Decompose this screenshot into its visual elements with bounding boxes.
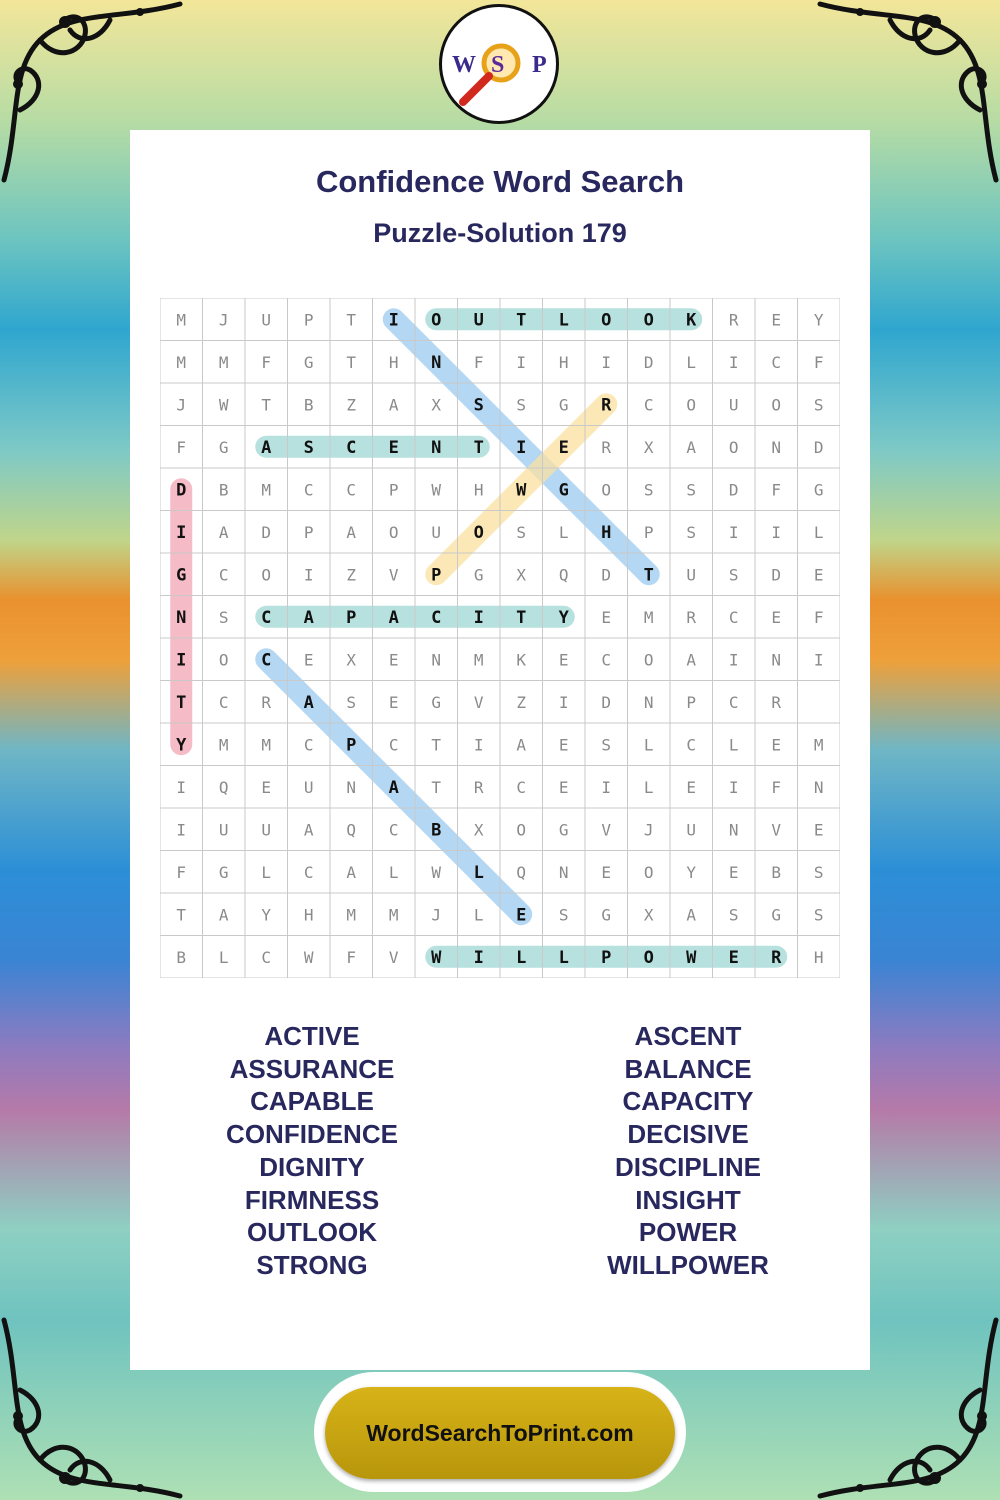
grid-letter-found: L [558,947,569,968]
grid-letter: L [643,777,654,797]
grid-letter: P [686,692,697,712]
grid-letter: S [558,905,569,925]
grid-letter: B [303,395,314,415]
grid-letter: M [813,735,824,755]
grid-letter: X [643,905,654,925]
grid-letter: S [813,905,824,925]
site-link-button[interactable]: WordSearchToPrint.com [325,1387,675,1479]
grid-letter-found: K [686,310,697,331]
grid-letter: A [686,437,697,457]
grid-letter: C [686,735,697,755]
grid-letter: M [218,352,229,372]
grid-letter-found: B [431,820,442,841]
grid-letter-found: O [643,947,654,968]
grid-letter: H [558,352,569,372]
grid-letter: L [261,862,272,882]
grid-letter: G [218,862,229,882]
grid-letter: C [728,607,739,627]
grid-letter: E [728,862,739,882]
grid-letter: N [771,650,782,670]
grid-letter: A [686,650,697,670]
grid-letter: A [686,905,697,925]
wsp-logo[interactable] [439,4,559,124]
grid-letter: M [346,905,357,925]
grid-letter-found: T [473,437,484,458]
grid-letter: F [261,352,272,372]
grid-letter: E [388,692,399,712]
word-list-item: OUTLOOK [247,1217,377,1248]
grid-letter-found: L [516,947,527,968]
grid-letter: F [346,947,357,967]
grid-letter: A [388,395,399,415]
grid-letter: V [388,565,399,585]
grid-letter-found: A [303,607,314,628]
grid-letter: X [431,395,442,415]
grid-letter: H [303,905,314,925]
grid-letter: G [303,352,314,372]
grid-letter: F [176,437,187,457]
grid-letter: Y [813,310,824,330]
grid-letter-found: P [346,735,357,756]
grid-letter: S [813,395,824,415]
grid-letter: M [176,352,187,372]
grid-letter-found: I [388,310,399,331]
grid-letter-found: N [431,352,442,373]
grid-letter: I [176,820,187,840]
grid-letter-found: H [601,522,612,543]
grid-letter: Q [516,862,527,882]
grid-letter: M [261,480,272,500]
grid-letter: A [218,905,229,925]
grid-letter: S [218,607,229,627]
grid-letter: B [771,862,782,882]
grid-letter-found: I [516,437,527,458]
grid-letter-found: W [431,947,442,968]
grid-letter: U [303,777,314,797]
letter-grid [160,298,840,978]
grid-letter: C [771,352,782,372]
grid-letter: D [261,522,272,542]
grid-letter: J [218,310,229,330]
grid-letter: U [686,820,697,840]
grid-letter: Y [686,862,697,882]
letter-grid-canvas [160,298,840,978]
grid-letter-found: C [346,437,357,458]
grid-letter: C [303,862,314,882]
grid-letter: G [771,905,782,925]
word-list-item: BALANCE [624,1053,752,1084]
word-list-item: DECISIVE [627,1119,749,1150]
logo-letter-p: P [532,52,547,78]
grid-letter: X [516,565,527,585]
grid-letter: B [176,947,187,967]
grid-letter: W [431,862,442,882]
grid-letter-found: Y [176,735,187,756]
grid-letter: P [303,310,314,330]
grid-letter-found: W [516,480,527,501]
grid-letter-found: P [346,607,357,628]
grid-letter: E [558,777,569,797]
grid-letter: S [728,905,739,925]
grid-letter: C [346,480,357,500]
grid-letter: D [771,565,782,585]
grid-letter: I [728,777,739,797]
grid-letter: M [643,607,654,627]
grid-letter: A [346,862,357,882]
grid-letter: P [388,480,399,500]
grid-letter-found: N [176,607,187,628]
grid-letter: D [601,565,612,585]
grid-letter: F [813,352,824,372]
grid-letter-found: O [643,310,654,331]
grid-letter: N [558,862,569,882]
grid-letter: N [813,777,824,797]
grid-letter-found: N [431,437,442,458]
grid-letter-found: A [388,607,399,628]
grid-letter: F [473,352,484,372]
grid-letter: F [771,480,782,500]
grid-letter: G [473,565,484,585]
grid-letter: J [643,820,654,840]
grid-letter: G [431,692,442,712]
grid-letter: T [176,905,187,925]
grid-letter: F [813,607,824,627]
grid-letter: V [473,692,484,712]
grid-letter: T [261,395,272,415]
grid-letter-found: E [388,437,399,458]
grid-letter: N [771,437,782,457]
grid-letter: Y [261,905,272,925]
grid-letter-found: Y [558,607,569,628]
grid-letter: X [473,820,484,840]
grid-letter: D [728,480,739,500]
grid-letter: C [601,650,612,670]
grid-letter: T [431,735,442,755]
grid-letter: S [516,395,527,415]
grid-letter: U [431,522,442,542]
grid-letter-found: W [686,947,697,968]
grid-letter-found: C [261,607,272,628]
grid-letter-found: R [601,395,612,416]
grid-letter: E [601,607,612,627]
grid-letter: Z [346,565,357,585]
grid-letter: O [388,522,399,542]
grid-letter: C [303,735,314,755]
grid-letter: I [516,352,527,372]
word-list-item: ACTIVE [264,1021,360,1051]
grid-letter: O [771,395,782,415]
grid-letter: X [643,437,654,457]
grid-letter: P [303,522,314,542]
grid-letter-found: O [431,310,442,331]
grid-letter: R [728,310,739,330]
grid-letter: E [813,565,824,585]
grid-letter: U [686,565,697,585]
grid-letter: S [813,862,824,882]
grid-letter: P [643,522,654,542]
grid-letter: G [558,820,569,840]
grid-letter-found: T [516,310,527,331]
grid-letter-found: I [176,522,187,543]
grid-letter: L [558,522,569,542]
word-list-item: INSIGHT [635,1184,741,1215]
grid-letter-found: C [431,607,442,628]
grid-letter-found: A [303,692,314,713]
grid-letter: M [218,735,229,755]
grid-letter: M [176,310,187,330]
grid-letter: M [473,650,484,670]
grid-letter: O [516,820,527,840]
grid-letter: B [218,480,229,500]
grid-letter: A [346,522,357,542]
grid-letter-found: P [601,947,612,968]
grid-letter: L [388,862,399,882]
grid-letter: E [388,650,399,670]
grid-letter: O [261,565,272,585]
grid-letter: R [686,607,697,627]
word-list-item: DISCIPLINE [615,1151,761,1182]
grid-letter: L [813,522,824,542]
grid-letter-found: G [558,480,569,501]
grid-letter: T [346,310,357,330]
grid-letter: O [728,437,739,457]
grid-letter: S [346,692,357,712]
grid-letter: G [813,480,824,500]
grid-letter: D [813,437,824,457]
grid-letter: W [303,947,314,967]
grid-letter: O [643,650,654,670]
grid-letter: I [728,352,739,372]
grid-letter-found: S [303,437,314,458]
logo-letter-w: W [452,52,476,78]
grid-letter: C [261,947,272,967]
grid-letter: O [601,480,612,500]
grid-letter-found: O [601,310,612,331]
grid-letter: S [601,735,612,755]
grid-letter-found: L [473,862,484,883]
grid-letter-found: E [516,905,527,926]
grid-letter-found: U [473,310,484,331]
grid-letter-found: P [431,565,442,586]
grid-letter: Q [218,777,229,797]
grid-letter-found: E [728,947,739,968]
grid-letter: I [558,692,569,712]
word-list-item: STRONG [256,1249,368,1280]
grid-letter: C [218,565,229,585]
grid-letter: E [771,607,782,627]
grid-letter: D [643,352,654,372]
grid-letter: E [771,735,782,755]
grid-letter: L [686,352,697,372]
grid-letter: F [771,777,782,797]
grid-letter: L [218,947,229,967]
grid-letter: M [261,735,272,755]
grid-letter-found: T [516,607,527,628]
grid-letter: A [218,522,229,542]
grid-letter: G [218,437,229,457]
page-subtitle: Puzzle-Solution 179 [373,218,627,248]
grid-letter: N [346,777,357,797]
grid-letter: C [643,395,654,415]
word-list-item: POWER [638,1217,738,1248]
grid-letter: H [813,947,824,967]
grid-letter: N [728,820,739,840]
word-list-item: DIGNITY [259,1151,365,1182]
grid-letter: E [686,777,697,797]
grid-letter: I [601,352,612,372]
grid-letter: J [431,905,442,925]
grid-letter-found: E [558,437,569,458]
grid-letter: G [601,905,612,925]
grid-letter: A [303,820,314,840]
grid-letter: R [261,692,272,712]
grid-letter: Z [346,395,357,415]
grid-letter: I [813,650,824,670]
grid-letter-found: S [473,395,484,416]
grid-letter: E [771,310,782,330]
grid-letter: E [813,820,824,840]
grid-letter: I [601,777,612,797]
grid-letter: X [346,650,357,670]
word-list-item: FIRMNESS [244,1184,380,1215]
grid-letter: L [728,735,739,755]
grid-letter: U [728,395,739,415]
grid-letter: T [346,352,357,372]
grid-letter: U [218,820,229,840]
grid-letter: S [686,480,697,500]
grid-letter: E [303,650,314,670]
grid-letter: I [728,522,739,542]
grid-letter: U [261,310,272,330]
grid-letter: J [176,395,187,415]
grid-letter: R [601,437,612,457]
grid-letter-found: T [176,692,187,713]
grid-letter: S [686,522,697,542]
grid-letter-found: D [176,480,187,501]
grid-letter: R [473,777,484,797]
grid-letter: A [516,735,527,755]
grid-letter: D [601,692,612,712]
grid-letter: V [601,820,612,840]
grid-letter: U [261,820,272,840]
grid-letter: H [388,352,399,372]
grid-letter: O [686,395,697,415]
grid-letter-found: C [261,650,272,671]
grid-letter: K [516,650,527,670]
page-title: Confidence Word Search [315,164,685,199]
grid-letter: V [771,820,782,840]
grid-letter-found: I [176,650,187,671]
grid-letter-found: A [388,777,399,798]
grid-letter: N [431,650,442,670]
grid-letter: R [771,692,782,712]
grid-letter-found: L [558,310,569,331]
word-list-item: CAPABLE [250,1086,374,1117]
grid-letter: N [643,692,654,712]
grid-letter: S [516,522,527,542]
grid-letter: W [218,395,229,415]
grid-letter-found: G [176,565,187,586]
grid-letter: T [431,777,442,797]
grid-letter: C [728,692,739,712]
grid-letter: Z [516,692,527,712]
grid-letter: Q [558,565,569,585]
grid-letter: Q [346,820,357,840]
word-list-item: ASCENT [634,1021,742,1051]
grid-letter: G [558,395,569,415]
grid-letter: S [728,565,739,585]
grid-letter: C [388,735,399,755]
logo-letter-s: S [491,52,505,78]
word-list-item: CONFIDENCE [226,1119,398,1150]
grid-letter-found: I [473,947,484,968]
grid-letter-found: R [771,947,782,968]
word-list-left [162,1020,462,1282]
grid-letter: I [176,777,187,797]
word-list-item: CAPACITY [622,1086,754,1117]
grid-letter: L [643,735,654,755]
grid-letter: W [431,480,442,500]
grid-letter: C [388,820,399,840]
grid-letter: M [388,905,399,925]
grid-letter-found: A [261,437,272,458]
grid-letter: I [303,565,314,585]
word-list-right [538,1020,838,1282]
grid-letter: L [473,905,484,925]
grid-letter: I [728,650,739,670]
grid-letter: E [261,777,272,797]
grid-letter: S [643,480,654,500]
word-list-item: WILLPOWER [607,1249,769,1280]
grid-letter-found: I [473,607,484,628]
grid-letter: E [601,862,612,882]
grid-letter-found: T [643,565,654,586]
grid-letter: E [558,735,569,755]
grid-letter-found: O [473,522,484,543]
grid-letter: O [643,862,654,882]
grid-letter: H [473,480,484,500]
grid-letter: V [388,947,399,967]
grid-letter: F [176,862,187,882]
grid-letter: I [473,735,484,755]
grid-letter: O [218,650,229,670]
grid-letter: C [516,777,527,797]
word-list-item: ASSURANCE [229,1053,395,1084]
grid-letter: C [303,480,314,500]
grid-letter: I [771,522,782,542]
grid-letter: C [218,692,229,712]
grid-letter: E [558,650,569,670]
